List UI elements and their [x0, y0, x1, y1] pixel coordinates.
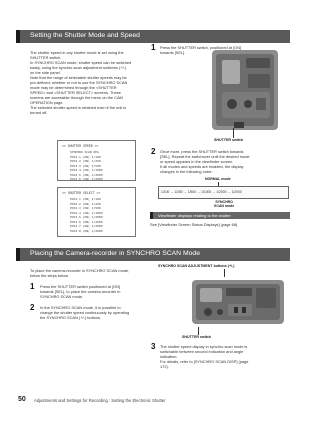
- step-text: or speed appears in the viewfinder screen.: [160, 159, 234, 164]
- intro-line: easily, using the synchro-scan adjustment switches (+/-): [30, 65, 127, 70]
- menu-line: POSI.4 (ON) 1/1000: [70, 210, 103, 215]
- menu-line: POSI.3 (ON) 1/500: [70, 206, 101, 210]
- normal-mode-label: NORMAL mode: [205, 177, 231, 181]
- menu-line: POSI.3 (ON) 1/500: [70, 163, 101, 168]
- intro-line: In SYNCHRO SCAN mode, shutter speed can be switched: [30, 60, 132, 65]
- callout-line: [198, 327, 199, 335]
- menu-line: POSI.5 (ON) 1/2000: [70, 172, 103, 177]
- section-header-shutter-mode: [16, 30, 290, 43]
- step-text: towards [SEL], to place the camera-recorder in: [40, 289, 121, 294]
- step-text: indication.: [160, 354, 178, 359]
- menu-line: POSI.4 (ON) 1/1000: [70, 168, 103, 172]
- step-text: Press the SHUTTER switch positioned at [ON]: [40, 284, 121, 289]
- footer-text: Adjustments and Settings for Recording : Setting the Electronic Shutter: [34, 398, 166, 403]
- note-header: [150, 212, 290, 219]
- step-number: 1: [151, 43, 156, 52]
- step-number: 3: [151, 342, 156, 351]
- section-header-synchro-scan: [16, 248, 290, 261]
- step-text: changes in the following order:: [160, 169, 213, 174]
- step-text: Once more, press the SHUTTER switch towards: [160, 149, 244, 154]
- camera-illustration: [208, 44, 284, 136]
- menu-screen-shutter-speed: [57, 140, 136, 181]
- step-text: In the SYNCHRO SCAN mode, it is possible to: [40, 305, 121, 310]
- sync-intro-line: follow the steps below.: [30, 273, 69, 278]
- shutter-switch-label: SHUTTER switch: [214, 138, 244, 142]
- note-title: Viewfinder displays relating to the shutter: [158, 213, 231, 218]
- step-text: For details, refer to [SYNCHRO SCAN DISP] (page: [160, 359, 249, 364]
- note-text: See [Viewfinder Screen Status Displays] (page 68).: [150, 222, 239, 227]
- adjustment-buttons-label: SYNCHRO SCAN ADJUSTMENT buttons (+/-): [158, 264, 235, 268]
- menu-line: POSI.7 (ON) 1/2000: [70, 224, 103, 228]
- camera-side-icon: [208, 44, 284, 136]
- step-number: 2: [151, 147, 156, 156]
- menu-line: POSI.6 (ON) 1/2000: [70, 219, 103, 224]
- intro-line: SPEED> and <SHUTTER SELECT> screens. These: [30, 90, 121, 95]
- intro-line: turned off.: [30, 110, 48, 115]
- menu-title: << SHUTTER SPEED >>: [62, 144, 99, 148]
- step-text: Press the SHUTTER switch, positioned at [ON]: [160, 45, 242, 50]
- step-text: change the shutter speed continuously by operating: [40, 310, 130, 315]
- step-number: 1: [30, 282, 35, 291]
- intro-line: on the side panel.: [30, 70, 61, 75]
- step-text: switchable between second indication and angle: [160, 349, 244, 354]
- synchro-scan-mode-label: SYNCHRO SCAN mode: [214, 200, 235, 209]
- camera-side-icon: [190, 276, 286, 328]
- menu-line: POSI.1 (ON) 1/100: [70, 154, 101, 159]
- menu-line: SYNCHRO SCAN DEG: [70, 150, 99, 154]
- step-text: the SYNCHRO SCAN (+/-) buttons.: [40, 315, 102, 320]
- sync-intro-line: To place the camera-recorder in SYNCHRO SCAN mode,: [30, 268, 130, 273]
- menu-title: << SHUTTER SELECT >>: [62, 191, 101, 195]
- page-number: 50: [18, 396, 26, 403]
- menu-line: POSI.8 (ON) 1/2000: [70, 228, 103, 233]
- camera-illustration: [190, 276, 286, 328]
- intro-line: The shutter speed in any shutter mode is set using the: [30, 50, 124, 55]
- step-text: towards [SEL].: [160, 50, 186, 55]
- menu-line: POSI.5 (ON) 1/2000: [70, 215, 103, 219]
- intro-line: OPERATION page.: [30, 100, 64, 105]
- intro-line: The selected shutter speed is retained even if the unit is: [30, 105, 127, 110]
- menu-screen-shutter-select: [57, 187, 136, 237]
- intro-line: screens are accessible through the menu on the CAM: [30, 95, 123, 100]
- step-text: If all modes and speeds are enabled, the display: [160, 164, 244, 169]
- speed-sequence: 1/100 → 1/250 → 1/500 → 1/1000 → 1/2000 → 1/2000: [161, 190, 242, 194]
- intro-line: SHUTTER switch.: [30, 55, 62, 60]
- step-number: 2: [30, 303, 35, 312]
- menu-line: POSI.2 (ON) 1/250: [70, 159, 101, 163]
- speed-sequence-diagram: [158, 186, 289, 199]
- menu-line: POSI.2 (ON) 1/250: [70, 201, 101, 206]
- step-text: [SEL]. Repeat the switchover until the desired mode: [160, 154, 250, 159]
- step-text: SYNCHRO SCAN mode.: [40, 294, 84, 299]
- menu-line: POSI.1 (ON) 1/100: [70, 197, 101, 201]
- intro-line: mode may be determined through the <SHUTTER: [30, 85, 117, 90]
- shutter-switch-label: SHUTTER switch: [182, 335, 212, 339]
- intro-line: pre-defined; whether or not to use the SYNCHRO SCAN: [30, 80, 128, 85]
- step-text: The shutter speed display in synchro scan mode is: [160, 344, 248, 349]
- section-title: Placing the Camera-recorder in SYNCHRO SCAN Mode: [30, 250, 200, 257]
- section-title: Setting the Shutter Mode and Speed: [30, 32, 140, 39]
- step-text: 172).: [160, 364, 169, 369]
- menu-line: POSI.6 (ON) 1/2000: [70, 177, 103, 181]
- intro-line: Note that the range of selectable shutter speeds may be: [30, 75, 127, 80]
- callout-line: [233, 128, 234, 138]
